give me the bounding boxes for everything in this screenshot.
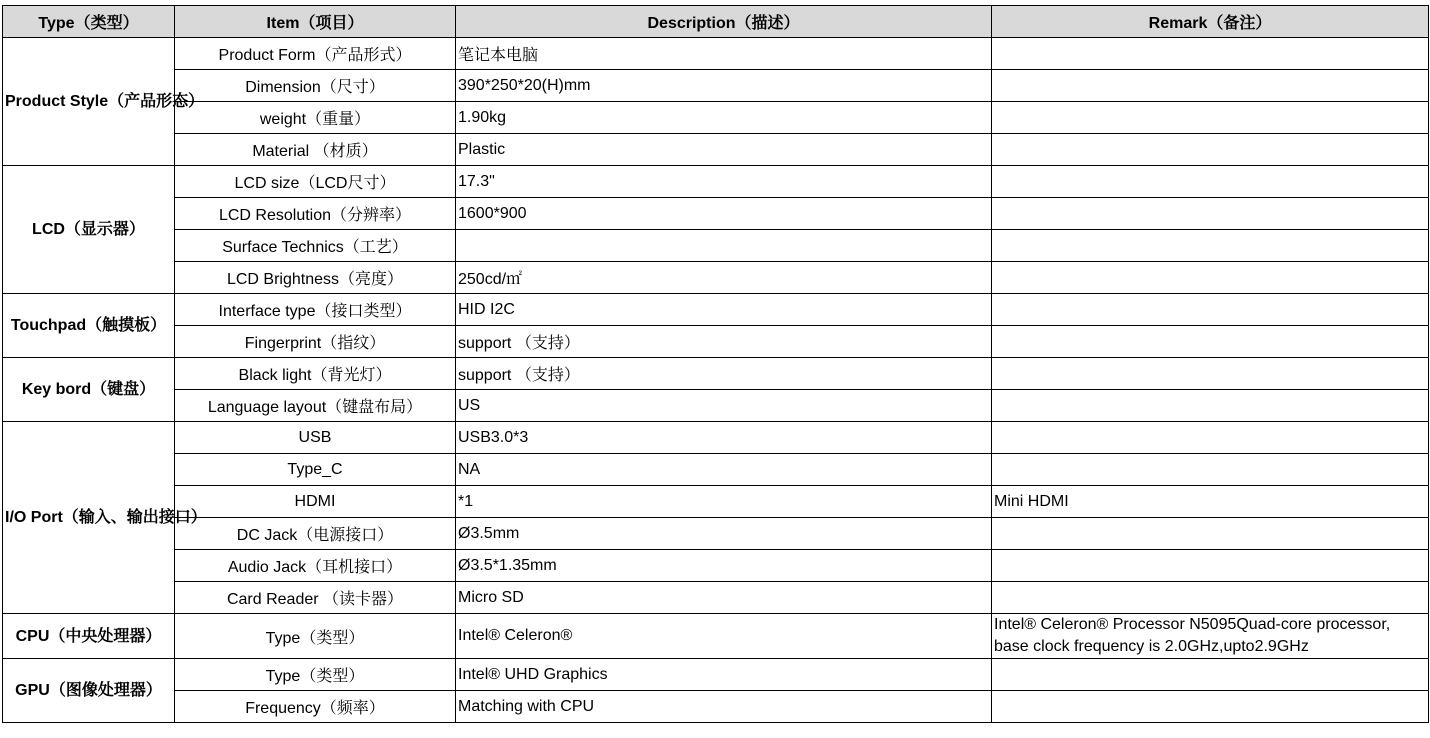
description-cell: 17.3" [456,166,992,198]
description-cell: HID I2C [456,294,992,326]
item-cell: Dimension（尺寸） [175,70,456,102]
item-cell: Surface Technics（工艺） [175,230,456,262]
item-cell: Type_C [175,454,456,486]
remark-cell [992,691,1429,723]
description-cell: support （支持） [456,358,992,390]
item-cell: DC Jack（电源接口） [175,518,456,550]
spec-table [2,5,1429,723]
item-cell: LCD Resolution（分辨率） [175,198,456,230]
group-lcd: LCD（显示器） [3,166,175,294]
item-cell: Frequency（频率） [175,691,456,723]
table-row [3,550,1429,582]
description-cell: Intel® Celeron® [456,614,992,659]
description-cell: 250cd/㎡ [456,262,992,294]
remark-cell [992,550,1429,582]
item-cell: LCD size（LCD尺寸） [175,166,456,198]
table-row [3,230,1429,262]
item-cell: Type（类型） [175,659,456,691]
table-row [3,614,1429,659]
group-keybord: Key bord（键盘） [3,358,175,422]
description-cell: NA [456,454,992,486]
item-cell: Type（类型） [175,614,456,659]
group-gpu: GPU（图像处理器） [3,659,175,723]
remark-cell [992,659,1429,691]
remark-cell [992,294,1429,326]
description-cell: Micro SD [456,582,992,614]
table-row [3,390,1429,422]
remark-cell [992,70,1429,102]
table-row [3,422,1429,454]
table-row [3,38,1429,70]
item-cell: Audio Jack（耳机接口） [175,550,456,582]
remark-cell [992,422,1429,454]
remark-cell [992,198,1429,230]
item-cell: weight（重量） [175,102,456,134]
remark-cell [992,358,1429,390]
description-cell: Matching with CPU [456,691,992,723]
remark-cell [992,38,1429,70]
remark-cell [992,230,1429,262]
header-item: Item（项目） [175,6,456,38]
table-row [3,659,1429,691]
item-cell: Interface type（接口类型） [175,294,456,326]
description-cell: *1 [456,486,992,518]
description-cell: 1.90kg [456,102,992,134]
header-description: Description（描述） [456,6,992,38]
remark-cell [992,390,1429,422]
table-row [3,358,1429,390]
description-cell: USB3.0*3 [456,422,992,454]
remark-cell [992,582,1429,614]
description-cell [456,230,992,262]
table-row [3,102,1429,134]
description-cell: Intel® UHD Graphics [456,659,992,691]
item-cell: Fingerprint（指纹） [175,326,456,358]
table-row [3,262,1429,294]
table-row [3,166,1429,198]
remark-cell: Intel® Celeron® Processor N5095Quad-core processor, base clock frequency is 2.0GHz,upto2.9GHz [992,614,1429,659]
table-row [3,691,1429,723]
table-row [3,134,1429,166]
item-cell: Product Form（产品形式） [175,38,456,70]
header-type: Type（类型） [3,6,175,38]
header-remark: Remark（备注） [992,6,1429,38]
description-cell: 笔记本电脑 [456,38,992,70]
description-cell: US [456,390,992,422]
table-row [3,518,1429,550]
table-row [3,486,1429,518]
item-cell: Card Reader （读卡器） [175,582,456,614]
item-cell: Black light（背光灯） [175,358,456,390]
remark-cell [992,134,1429,166]
remark-cell [992,454,1429,486]
description-cell: Ø3.5*1.35mm [456,550,992,582]
item-cell: HDMI [175,486,456,518]
header-row [3,6,1429,38]
group-io-port: I/O Port（输入、输出接口） [3,422,175,614]
item-cell: LCD Brightness（亮度） [175,262,456,294]
remark-cell [992,326,1429,358]
remark-cell: Mini HDMI [992,486,1429,518]
description-cell: 390*250*20(H)mm [456,70,992,102]
description-cell: 1600*900 [456,198,992,230]
group-touchpad: Touchpad（触摸板） [3,294,175,358]
description-cell: Ø3.5mm [456,518,992,550]
table-row [3,198,1429,230]
remark-cell [992,102,1429,134]
remark-cell [992,166,1429,198]
table-row [3,582,1429,614]
item-cell: Language layout（键盘布局） [175,390,456,422]
item-cell: USB [175,422,456,454]
table-row [3,454,1429,486]
group-cpu: CPU（中央处理器） [3,614,175,659]
table-row [3,294,1429,326]
remark-cell [992,262,1429,294]
table-row [3,326,1429,358]
table-row [3,70,1429,102]
item-cell: Material （材质） [175,134,456,166]
remark-cell [992,518,1429,550]
description-cell: Plastic [456,134,992,166]
group-product-style: Product Style（产品形态） [3,38,175,166]
description-cell: support （支持） [456,326,992,358]
